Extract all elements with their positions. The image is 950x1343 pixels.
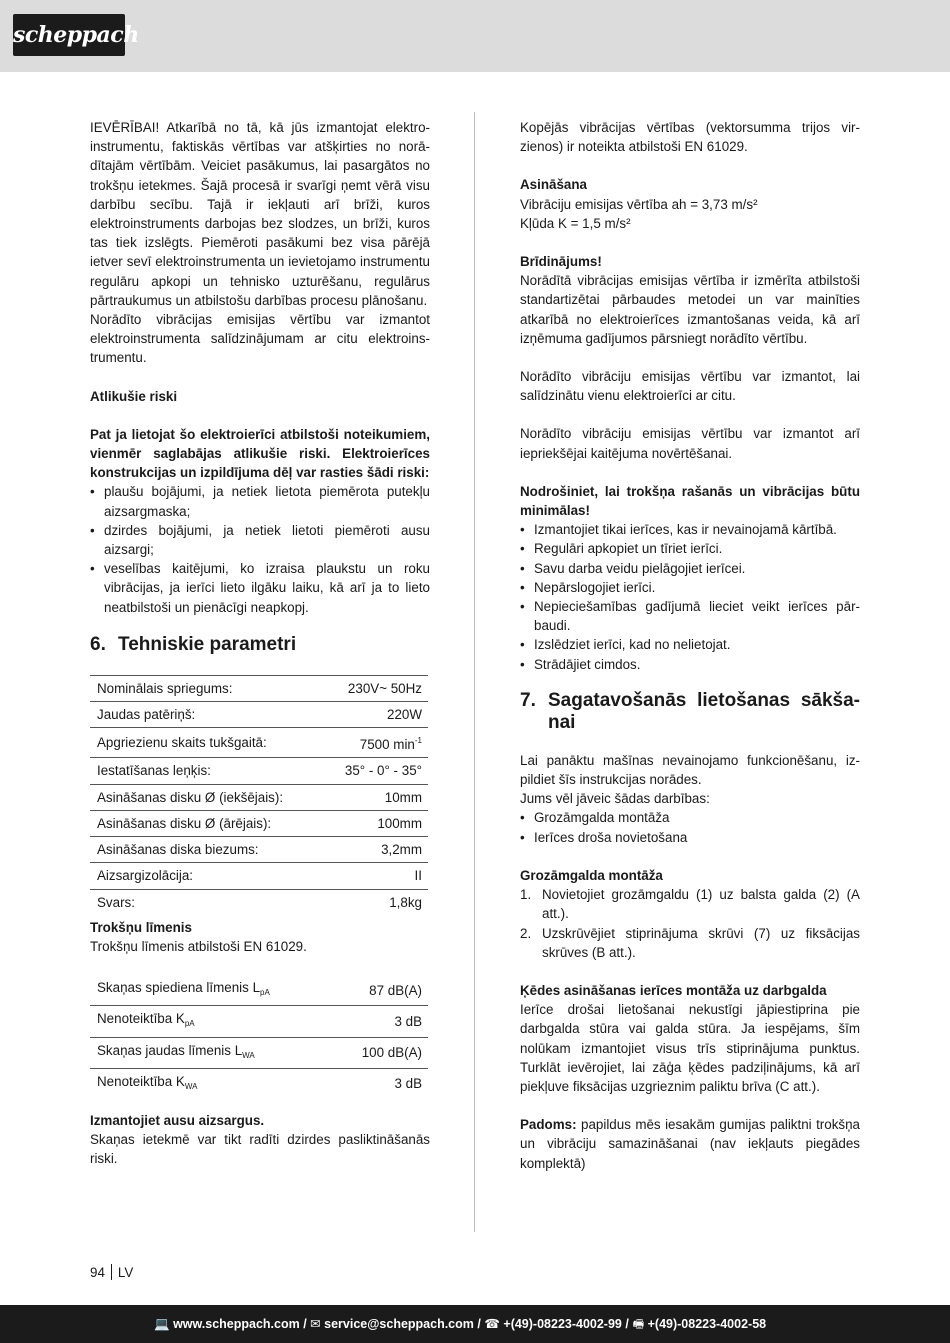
sharpening-line-2: Kļūda K = 1,5 m/s²: [520, 215, 631, 231]
prep-text: Lai panāktu mašīnas nevainojamo funkcionēšanu, izpildiet šīs instrukcijas norādes.: [520, 752, 860, 788]
table-row: [90, 758, 428, 784]
vibration-intro: Kopējās vibrācijas vērtības (vektorsumma trijos virzienos) ir noteikta atbilstoši EN 61029.: [520, 120, 860, 155]
noise-label: Nenoteiktība K: [97, 1011, 185, 1027]
language-code: LV: [117, 1265, 134, 1280]
spec-value-cell: [323, 728, 428, 758]
section-number: 6.: [90, 633, 106, 655]
spec-label: Asināšanas disku Ø (iekšējais):: [90, 784, 323, 810]
mail-icon: ✉: [310, 1317, 321, 1331]
spec-label: Svars:: [97, 894, 135, 910]
spec-label: Nominālais spriegums:: [90, 675, 323, 701]
noise-label-sub: WA: [184, 1081, 198, 1091]
section-7-heading: [520, 690, 860, 734]
noise-value: 3 dB: [394, 1076, 422, 1092]
spec-label: Asināšanas disku Ø (ārējais):: [90, 810, 323, 836]
left-column: [90, 118, 430, 1169]
noise-label-sub: WA: [242, 1050, 255, 1060]
step-number: 2.: [520, 925, 532, 941]
spec-value: 7500 min: [359, 737, 415, 753]
noise-label: Nenoteiktība K: [97, 1073, 185, 1089]
spec-value: 10mm: [323, 784, 428, 810]
noise-text: Trokšņu līmenis atbilstoši EN 61029.: [90, 938, 307, 954]
step-number: 1.: [520, 887, 532, 903]
step-text: Uzskrūvējiet stiprinājuma skrūvi (7) uz fiksācijas skrūves (B att.).: [542, 925, 860, 960]
noise-label-cell: [90, 1068, 332, 1099]
step-item: [520, 885, 860, 923]
vibration-paragraph-3: Norādīto vibrāciju emisijas vērtību var izmantot arī iepriekšējai kaitējuma novērtēšanai.: [520, 426, 860, 461]
section-title: Tehniskie parametri: [118, 633, 297, 655]
email-link[interactable]: service@scheppach.com /: [324, 1317, 481, 1331]
contact-line: [154, 1305, 766, 1343]
list-item: • Ierīces droša novietošana: [520, 828, 860, 847]
spec-label: Iestatīšanas leņķis:: [90, 758, 323, 784]
header-bar: [0, 0, 950, 72]
minimise-heading: Nodrošiniet, lai trokšņa rašanās un vibrācijas būtu minimālas!: [520, 483, 860, 519]
bench-mount-text: Ierīce drošai lietošanai nekustīgi jāpiestiprina pie darbgalda stūra vai galda stūra. Ja iespējams, šīm nolūkam izmantojiet visus trīs stiprinājuma punktus. Turklāt ievērojiet, lai zāģa ķēdes padziļinājums, kā arī piekļuve fiksācijas uzgrieznim paliktu brīva (C att.).: [520, 1002, 860, 1094]
table-row: [90, 889, 428, 915]
step-item: [520, 924, 860, 962]
right-column: [520, 118, 860, 1173]
list-item: • Regulāri apkopiet un tīriet ierīci.: [520, 539, 860, 558]
scheppach-logo: scheppach: [13, 14, 125, 56]
turntable-steps: [520, 885, 860, 962]
section-title: Sagatavošanās lietošanas sākšanai: [548, 689, 860, 733]
spec-value: 230V~ 50Hz: [323, 675, 428, 701]
spec-label: Aizsargizolācija:: [90, 863, 323, 889]
footer-separator: [111, 1264, 112, 1280]
fax-number: +(49)-08223-4002-58: [647, 1317, 767, 1331]
minimise-list: [520, 520, 860, 674]
spec-value: 35° - 0° - 35°: [323, 758, 428, 784]
list-item: • Nepieciešamības gadījumā lieciet veikt ierīces pārbaudi.: [520, 597, 860, 635]
noise-label: Skaņas spiediena līmenis L: [97, 980, 261, 996]
table-row: [90, 1006, 428, 1037]
spec-label: Asināšanas diska biezums:: [90, 837, 323, 863]
section-number: 7.: [520, 689, 536, 711]
website-link[interactable]: www.scheppach.com /: [173, 1317, 307, 1331]
list-item: • Savu darba veidu pielāgojiet ierīcei.: [520, 559, 860, 578]
residual-risks-heading: Atlikušie riski: [90, 388, 178, 404]
noise-label: Skaņas jaudas līmenis L: [97, 1042, 243, 1058]
table-row: [90, 728, 428, 758]
spec-label: Jaudas patēriņš:: [90, 702, 323, 728]
section-6-heading: [90, 634, 430, 656]
fax-icon: 🖷: [632, 1317, 645, 1331]
table-row: [90, 863, 428, 889]
noise-table: [90, 975, 428, 1099]
table-row: [90, 1068, 428, 1099]
noise-value: 87 dB(A): [332, 975, 428, 1006]
intro-paragraph: IEVĒRĪBAI! Atkarībā no tā, kā jūs izmantojat elektroinstrumentu, faktiskās vērtības var atšķirties no norādītajām vērtībām. Veiciet pasākumus, lai pasargātos no trokšņu ietekmes. Šajā procesā ir svarīgi ņemt vērā visu darbību secību. Tajā ir iekļauti arī brīži, kuros elektroinstruments darbojas bez slodzes, un brīži, kuros tas tiek izslēgts. Piemēroti pasākumi bez visa pārējā ietver sevī elektroinstrumenta un ievietojamo instrumentu regulāru apkopi un tehnisko uzturēšanu, regulārus pārtraukumus un atbilstošu darbības procesu plānošanu.: [90, 120, 430, 308]
table-row: [90, 675, 428, 701]
residual-risks-intro: Pat ja lietojat šo elektroierīci atbilstoši noteikumiem, vienmēr saglabājas atlikušie riski. Elektroierīces konstrukcijas un izpildījuma dēļ var rasties šādi riski:: [90, 426, 430, 481]
list-item: • Grozāmgalda montāža: [520, 808, 860, 827]
phone-icon: ☎: [484, 1317, 500, 1331]
sharpening-line-1: Vibrāciju emisijas vērtība ah = 3,73 m/s²: [520, 196, 758, 212]
bench-mount-heading: Ķēdes asināšanas ierīces montāža uz darbgalda: [520, 982, 827, 998]
spec-label: Apgriezienu skaits tukšgaitā:: [90, 728, 323, 758]
spec-value: 220W: [323, 702, 428, 728]
table-row: [90, 702, 428, 728]
residual-risks-list: [90, 482, 430, 616]
spec-value: 1,8kg: [389, 894, 422, 910]
warning-text: Norādītā vibrācijas emisijas vērtība ir izmērīta atbilstoši standartizētai pārbaudes metodei un var mainīties atkarībā no elektroierīces izmantošanas veida, kā arī izņēmuma gadījumos pārsniegt norādīto vērtību.: [520, 273, 860, 346]
noise-label-cell: [90, 975, 332, 1006]
ear-protection-heading: Izmantojiet ausu aizsargus.: [90, 1112, 265, 1128]
noise-label-cell: [90, 1037, 332, 1068]
warning-heading: Brīdinājums!: [520, 254, 602, 270]
table-row: [90, 810, 428, 836]
noise-value: 3 dB: [332, 1006, 428, 1037]
list-item: • Izslēdziet ierīci, kad no nelietojat.: [520, 635, 860, 654]
prep-text-2: Jums vēl jāveic šādas darbības:: [520, 791, 710, 807]
noise-value: 100 dB(A): [332, 1037, 428, 1068]
noise-label-cell: [90, 1006, 332, 1037]
sharpening-heading: Asināšana: [520, 177, 587, 193]
contact-bar: [0, 1305, 950, 1343]
tip-text: papildus mēs iesakām gumijas paliktni trokšņa un vibrāciju samazināšanai (nav iekļauts piegādes komplektā): [520, 1117, 860, 1171]
spec-value: 100mm: [323, 810, 428, 836]
table-row: [90, 975, 428, 1006]
list-item: • Strādājiet cimdos.: [520, 655, 860, 674]
table-row: [90, 837, 428, 863]
column-divider: [474, 112, 475, 1232]
ear-protection-text: Skaņas ietekmē var tikt radīti dzirdes pasliktināšanās riski.: [90, 1132, 430, 1167]
vibration-paragraph-2: Norādīto vibrāciju emisijas vērtību var izmantot, lai salīdzinātu vienu elektroierīci ar citu.: [520, 369, 860, 404]
turntable-heading: Grozāmgalda montāža: [520, 867, 663, 883]
noise-label-sub: pA: [184, 1019, 195, 1029]
list-item: • Nepārslogojiet ierīci.: [520, 578, 860, 597]
table-row: [90, 1037, 428, 1068]
spec-value: 3,2mm: [323, 837, 428, 863]
noise-label-sub: pA: [260, 988, 270, 998]
page-number: 94: [90, 1265, 105, 1280]
spec-value: II: [323, 863, 428, 889]
tip-label: Padoms:: [520, 1117, 577, 1133]
noise-heading: Trokšņu līmenis: [90, 919, 192, 935]
spec-table: [90, 675, 428, 915]
tip-paragraph: [520, 1115, 860, 1173]
computer-icon: 💻: [154, 1317, 170, 1331]
list-item: • plaušu bojājumi, ja netiek lietota piemērota putekļu aizsargmaska;: [90, 482, 430, 520]
prep-list: [520, 808, 860, 846]
list-item: • dzirdes bojājumi, ja netiek lietoti piemēroti ausu aizsargi;: [90, 521, 430, 559]
table-row: [90, 784, 428, 810]
page-footer: [90, 1264, 133, 1280]
list-item: • Izmantojiet tikai ierīces, kas ir nevainojamā kārtībā.: [520, 520, 860, 539]
step-text: Novietojiet grozāmgaldu (1) uz balsta galda (2) (A att.).: [542, 887, 860, 922]
phone-number: +(49)-08223-4002-99 /: [503, 1317, 629, 1331]
list-item: • veselības kaitējumi, ko izraisa plaukstu un roku vibrācijas, ja ierīci lieto ilgāku laiku, kā arī ja to lieto neatbilstoši un pienācīgi neapkopj.: [90, 559, 430, 617]
intro-paragraph-2: Norādīto vibrācijas emisijas vērtību var izmantot elektroinstrumenta salīdzinājumam ar citu elektroinstrumentu.: [90, 312, 430, 366]
spec-value-sup: -1: [414, 736, 422, 746]
